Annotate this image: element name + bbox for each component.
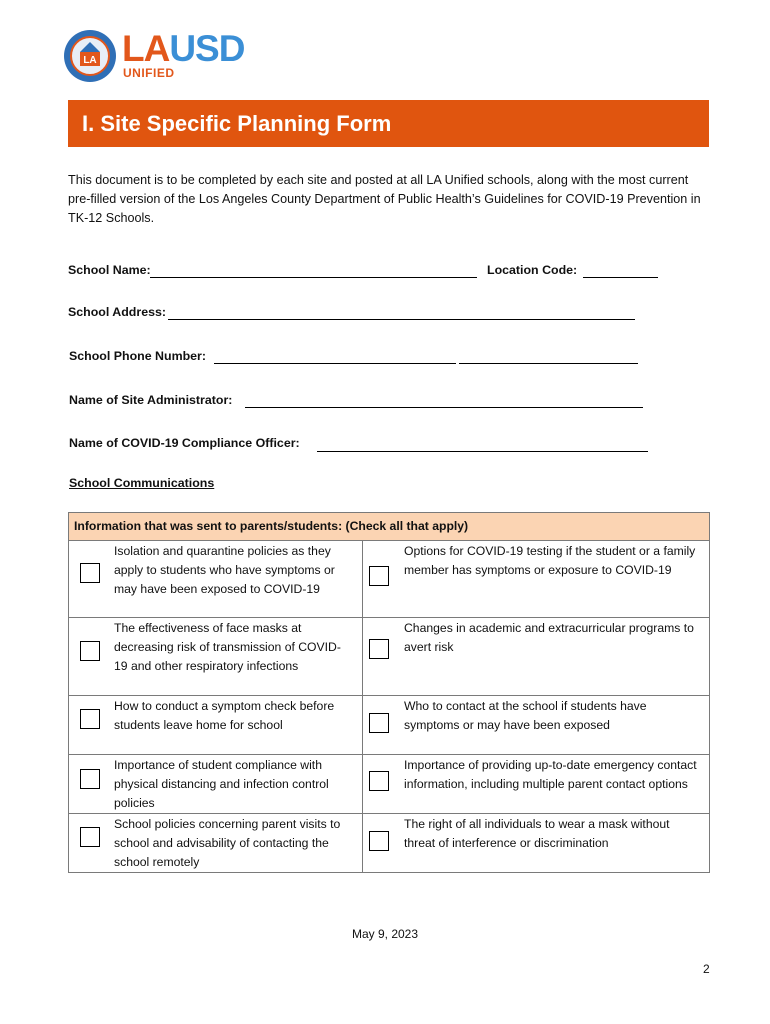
page-title: I. Site Specific Planning Form (68, 100, 709, 147)
checklist-item-text: How to conduct a symptom check before students leave home for school (114, 699, 335, 732)
intro-paragraph: This document is to be completed by each site and posted at all LA Unified schools, along with the most current pre-filled version of the Los Angeles County Department of Public Health’s Guidelines for COVID-19 Prevention in TK-12 Schools. (68, 173, 701, 225)
seal-letters: LA (83, 55, 97, 66)
checkbox[interactable] (369, 771, 389, 791)
checkbox[interactable] (369, 639, 389, 659)
logo-usd: USD (169, 28, 245, 69)
checkbox[interactable] (80, 709, 100, 729)
site-admin-field[interactable] (245, 407, 643, 408)
checkbox[interactable] (369, 713, 389, 733)
checklist-item (363, 755, 710, 814)
checklist-item-text: Isolation and quarantine policies as they apply to students who have symptoms or may have been exposed to COVID-19 (114, 544, 335, 596)
school-name-field[interactable] (150, 277, 477, 278)
school-communications-heading: School Communications (69, 476, 215, 490)
school-phone-field[interactable] (214, 363, 456, 364)
location-code-label: Location Code: (487, 263, 578, 277)
checklist-item (69, 755, 363, 814)
checklist-item-text: Who to contact at the school if students have symptoms or may have been exposed (404, 699, 647, 732)
logo-la: LA (122, 28, 170, 69)
school-phone-field-2[interactable] (459, 363, 638, 364)
location-code-field[interactable] (583, 277, 658, 278)
school-phone-label: School Phone Number: (69, 349, 206, 363)
checklist-item-text: Options for COVID-19 testing if the student or a family member has symptoms or exposure to COVID-19 (404, 544, 696, 577)
checklist-item (363, 814, 710, 873)
checklist-item (363, 618, 710, 696)
school-address-field[interactable] (168, 319, 635, 320)
logo-wordmark (122, 30, 244, 67)
checkbox[interactable] (369, 831, 389, 851)
lausd-seal-icon (62, 28, 118, 84)
checklist-item-text: Importance of student compliance with physical distancing and infection control policies (114, 758, 329, 810)
checkbox[interactable] (80, 641, 100, 661)
footer-date: May 9, 2023 (351, 927, 419, 941)
checklist-item (363, 541, 710, 618)
checkbox[interactable] (369, 566, 389, 586)
school-address-label: School Address: (68, 305, 166, 319)
lausd-logo (62, 28, 262, 86)
checklist-item (69, 696, 363, 755)
checklist-item (69, 814, 363, 873)
checklist-item-text: Changes in academic and extracurricular programs to avert risk (404, 621, 694, 654)
site-admin-label: Name of Site Administrator: (69, 393, 233, 407)
checkbox[interactable] (80, 827, 100, 847)
checklist-header: Information that was sent to parents/students: (Check all that apply) (69, 513, 710, 541)
logo-unified: UNIFIED (123, 66, 175, 80)
compliance-officer-label: Name of COVID-19 Compliance Officer: (69, 436, 300, 450)
checklist-item-text: The effectiveness of face masks at decreasing risk of transmission of COVID-19 and other respiratory infections (114, 621, 341, 673)
page-number: 2 (703, 962, 710, 976)
checklist-item (363, 696, 710, 755)
checklist-item (69, 541, 363, 618)
checkbox[interactable] (80, 563, 100, 583)
checklist-item-text: Importance of providing up-to-date emergency contact information, including multiple parent contact options (404, 758, 697, 791)
checklist-item (69, 618, 363, 696)
checklist-item-text: The right of all individuals to wear a mask without threat of interference or discrimination (404, 817, 670, 850)
communications-checklist (68, 512, 710, 873)
compliance-officer-field[interactable] (317, 451, 648, 452)
checklist-item-text: School policies concerning parent visits to school and advisability of contacting the school remotely (114, 817, 341, 869)
checkbox[interactable] (80, 769, 100, 789)
school-name-label: School Name: (68, 263, 151, 277)
